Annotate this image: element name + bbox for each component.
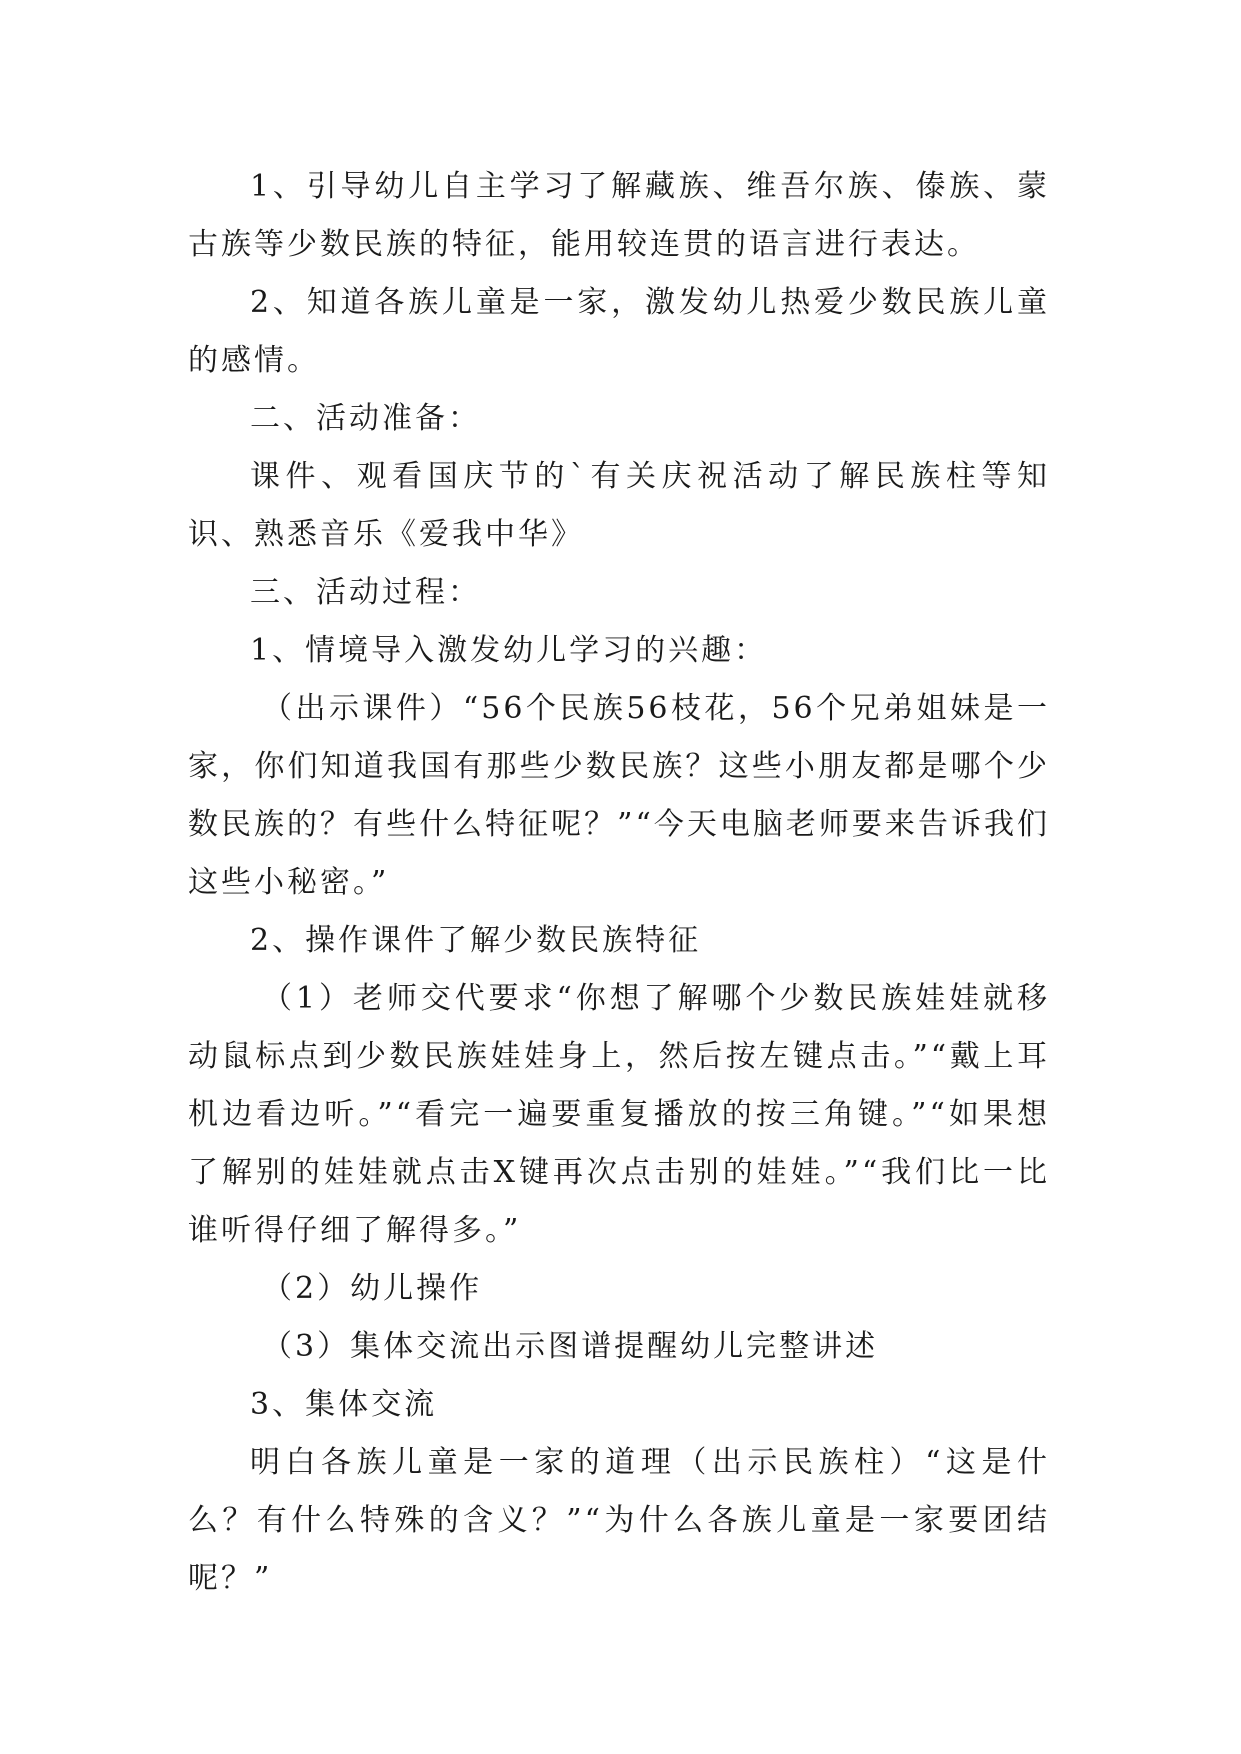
goal-1-paragraph: 1、引导幼儿自主学习了解藏族、维吾尔族、傣族、蒙古族等少数民族的特征，能用较连贯的语言进行表达。	[188, 169, 1050, 262]
step-3-paragraph: 明白各族儿童是一家的道理（出示民族柱）“这是什么？有什么特殊的含义？”“为什么各族儿童是一家要团结呢？”	[188, 1445, 1050, 1596]
document-body	[188, 158, 1050, 1608]
step-2-sub-3-paragraph: （3）集体交流出示图谱提醒幼儿完整讲述	[262, 1329, 879, 1364]
section-preparation-heading: 二、活动准备：	[250, 401, 481, 436]
step-2-sub-1-paragraph: （1）老师交代要求“你想了解哪个少数民族娃娃就移动鼠标点到少数民族娃娃身上，然后按左键点击。”“戴上耳机边看边听。”“看完一遍要重复播放的按三角键。”“如果想了解别的娃娃就点击X键再次点击别的娃娃。”“我们比一比谁听得仔细了解得多。”	[188, 981, 1050, 1248]
step-1-paragraph: （出示课件）“56个民族56枝花，56个兄弟姐妹是一家，你们知道我国有那些少数民族？这些小朋友都是哪个少数民族的？有些什么特征呢？”“今天电脑老师要来告诉我们这些小秘密。”	[188, 691, 1050, 900]
step-3-heading: 3、集体交流	[250, 1387, 438, 1422]
step-1-heading: 1、情境导入激发幼儿学习的兴趣：	[250, 633, 768, 668]
step-2-heading: 2、操作课件了解少数民族特征	[250, 923, 702, 958]
goal-2-paragraph: 2、知道各族儿童是一家，激发幼儿热爱少数民族儿童的感情。	[188, 285, 1050, 378]
step-2-sub-2-paragraph: （2）幼儿操作	[262, 1271, 483, 1306]
preparation-paragraph: 课件、观看国庆节的`有关庆祝活动了解民族柱等知识、熟悉音乐《爱我中华》	[188, 459, 1050, 552]
section-process-heading: 三、活动过程：	[250, 575, 481, 610]
